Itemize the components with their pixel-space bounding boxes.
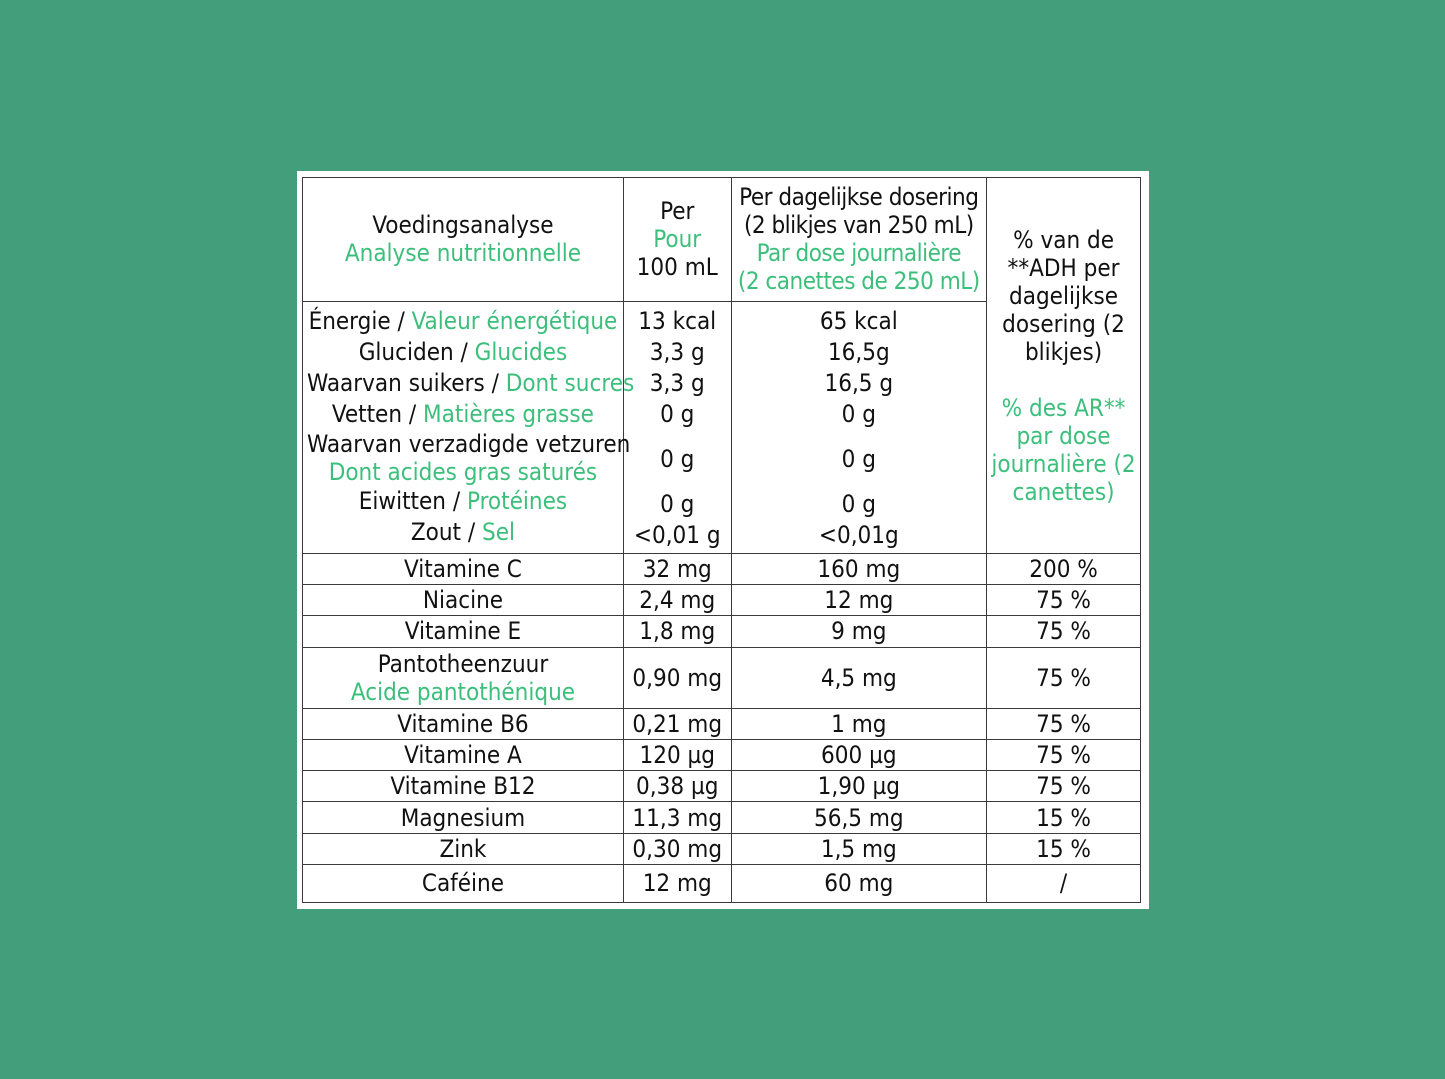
macro-name: Waarvan suikers / Dont sucres	[307, 368, 635, 397]
macro-value: 16,5 g	[824, 368, 894, 397]
per100-value: 11,3 mg	[623, 802, 731, 833]
nutrient-name-fr: Acide pantothénique	[350, 677, 576, 706]
header-daily-fr-2: (2 canettes de 250 mL)	[737, 267, 980, 296]
table-row	[303, 771, 1141, 802]
macro-name: Gluciden / Glucides	[358, 337, 568, 366]
per100-value: 0,90 mg	[623, 647, 731, 708]
macro-value: <0,01g	[818, 520, 899, 549]
header-adh	[987, 178, 1141, 554]
pct-value: /	[987, 864, 1141, 902]
nutrient-name-nl: Pantotheenzuur	[377, 649, 549, 678]
table-row	[303, 833, 1141, 864]
daily-value: 1 mg	[731, 708, 987, 739]
adh-fr-line: % des AR**	[1001, 393, 1126, 422]
nutrient-name: Niacine	[303, 585, 624, 616]
per100-value: 32 mg	[623, 554, 731, 585]
table-row	[303, 585, 1141, 616]
macro-value: 0 g	[660, 444, 695, 473]
macro-per100	[623, 301, 731, 553]
nutrient-name: Caféine	[303, 864, 624, 902]
table-row	[303, 554, 1141, 585]
daily-value: 12 mg	[731, 585, 987, 616]
daily-value: 4,5 mg	[731, 647, 987, 708]
header-daily-fr-1: Par dose journalière	[756, 239, 961, 268]
macro-name: Vetten / Matières grasse	[331, 399, 594, 428]
header-row	[303, 178, 1141, 302]
header-daily-dose	[731, 178, 987, 302]
header-analysis-nl: Voedingsanalyse	[372, 211, 554, 240]
adh-fr-line: journalière (2	[991, 449, 1136, 478]
header-daily-nl-2: (2 blikjes van 250 mL)	[743, 211, 974, 240]
daily-value: 1,90 µg	[731, 771, 987, 802]
macro-value: 0 g	[660, 399, 695, 428]
header-analysis-fr: Analyse nutritionnelle	[344, 239, 582, 268]
pct-value: 75 %	[987, 708, 1141, 739]
nutrient-name: Zink	[303, 833, 624, 864]
pct-value: 75 %	[987, 616, 1141, 647]
macro-value: 0 g	[660, 489, 695, 518]
table-row	[303, 647, 1141, 708]
pct-value: 200 %	[987, 554, 1141, 585]
macro-value: <0,01 g	[633, 520, 721, 549]
header-daily-nl-1: Per dagelijkse dosering	[739, 183, 979, 212]
table-row	[303, 708, 1141, 739]
daily-value: 56,5 mg	[731, 802, 987, 833]
daily-value: 160 mg	[731, 554, 987, 585]
macro-name: Waarvan verzadigde vetzuren Dont acides gras saturés	[307, 429, 631, 486]
pct-value: 15 %	[987, 802, 1141, 833]
macro-value: 0 g	[841, 489, 876, 518]
macro-value: 65 kcal	[819, 306, 898, 335]
adh-spacer	[991, 366, 1136, 394]
header-per-100ml	[623, 178, 731, 302]
per100-value: 120 µg	[623, 740, 731, 771]
daily-value: 60 mg	[731, 864, 987, 902]
adh-nl-line: blikjes)	[1024, 337, 1103, 366]
table-row	[303, 802, 1141, 833]
macro-names	[303, 301, 635, 553]
nutrient-name: Vitamine E	[303, 616, 624, 647]
header-pour: Pour	[653, 225, 702, 254]
adh-fr-line: par dose	[1016, 421, 1111, 450]
macro-value: 3,3 g	[649, 337, 705, 366]
adh-nl-line: dosering (2	[1002, 309, 1125, 338]
macro-value: 16,5g	[827, 337, 890, 366]
table-row	[303, 740, 1141, 771]
nutrient-name: Vitamine C	[303, 554, 624, 585]
nutrient-name: Vitamine B12	[303, 771, 624, 802]
nutrition-label	[297, 171, 1149, 909]
macro-value: 3,3 g	[649, 368, 705, 397]
header-per: Per	[660, 197, 695, 226]
adh-fr-line: canettes)	[1012, 477, 1115, 506]
nutrient-name	[303, 647, 624, 708]
daily-value: 600 µg	[731, 740, 987, 771]
nutrient-name: Vitamine B6	[303, 708, 624, 739]
daily-value: 1,5 mg	[731, 833, 987, 864]
macro-name: Énergie / Valeur énergétique	[308, 306, 618, 335]
macro-value: 13 kcal	[638, 306, 717, 335]
pct-value: 75 %	[987, 647, 1141, 708]
nutrient-name: Vitamine A	[303, 740, 624, 771]
per100-value: 2,4 mg	[623, 585, 731, 616]
per100-value: 12 mg	[623, 864, 731, 902]
table-row	[303, 616, 1141, 647]
header-100ml: 100 mL	[636, 253, 718, 282]
pct-value: 75 %	[987, 771, 1141, 802]
per100-value: 0,30 mg	[623, 833, 731, 864]
per100-value: 0,21 mg	[623, 708, 731, 739]
pct-value: 75 %	[987, 585, 1141, 616]
table-row	[303, 864, 1141, 902]
adh-nl-line: **ADH per	[1007, 253, 1120, 282]
daily-value: 9 mg	[731, 616, 987, 647]
pct-value: 15 %	[987, 833, 1141, 864]
header-analysis	[303, 178, 624, 302]
per100-value: 0,38 µg	[623, 771, 731, 802]
macro-name: Zout / Sel	[410, 517, 516, 546]
pct-value: 75 %	[987, 740, 1141, 771]
macro-value: 0 g	[841, 399, 876, 428]
nutrition-table	[302, 177, 1141, 903]
macro-name: Eiwitten / Protéines	[358, 486, 568, 515]
adh-nl-line: dagelijkse	[1009, 281, 1119, 310]
adh-nl-line: % van de	[1013, 225, 1114, 254]
per100-value: 1,8 mg	[623, 616, 731, 647]
macro-daily	[731, 301, 987, 553]
macro-value: 0 g	[841, 444, 876, 473]
nutrient-name: Magnesium	[303, 802, 624, 833]
